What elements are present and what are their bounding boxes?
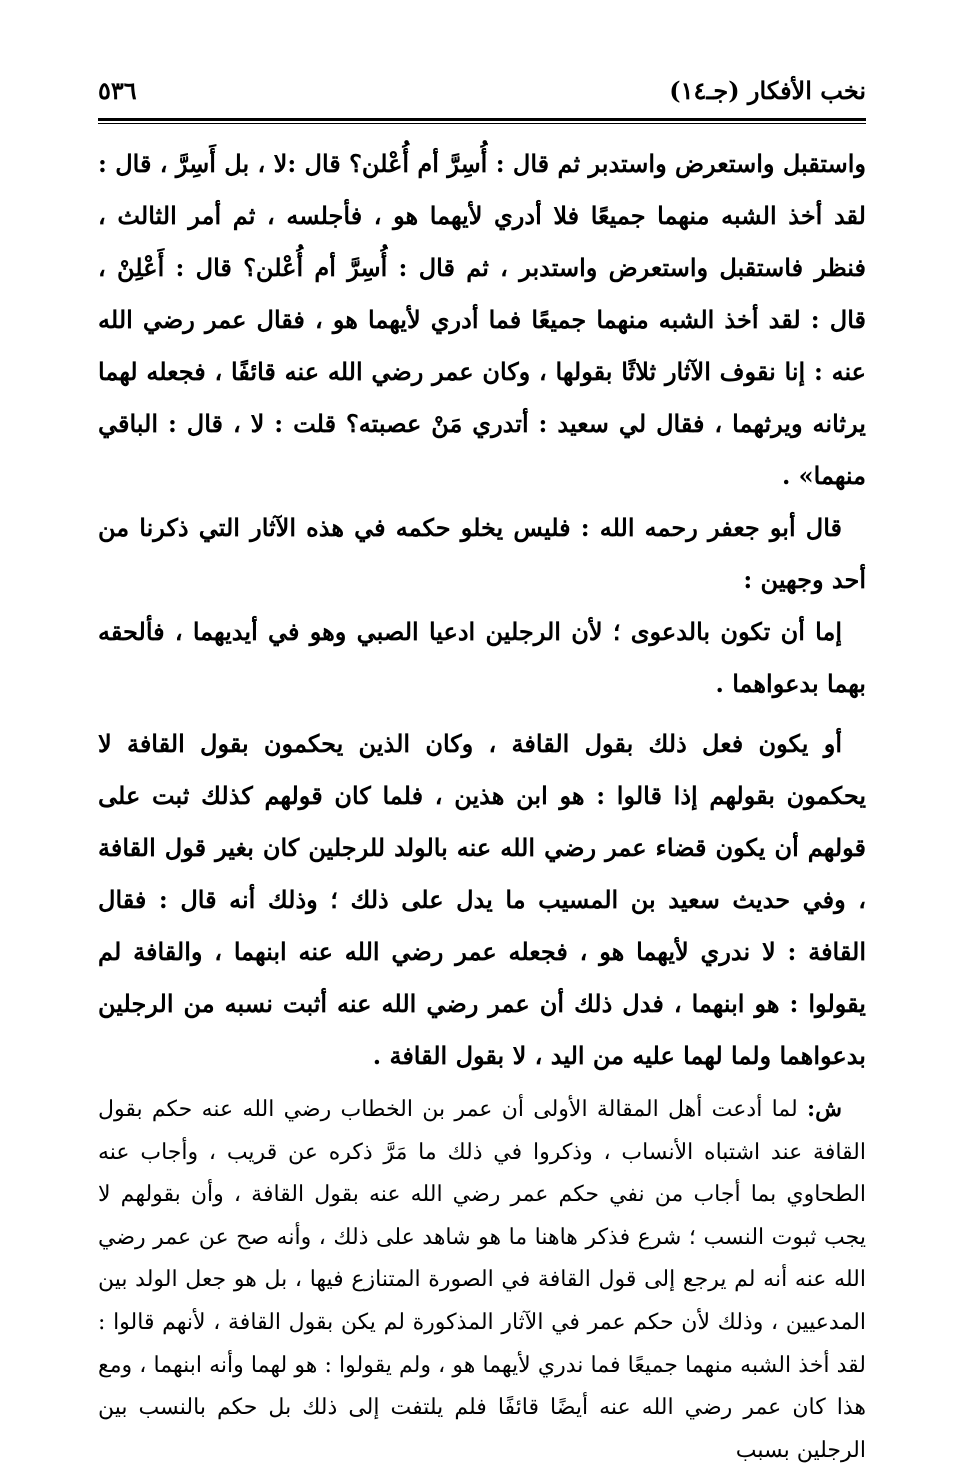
paragraph: قال أبو جعفر رحمه الله : فليس يخلو حكمه في هذه الآثار التي ذكرنا من أحد وجهين : [98, 513, 866, 594]
commentary-text: لما أدعت أهل المقالة الأولى أن عمر بن الخطاب رضي الله عنه حكم بقول القافة عند اشتباه الأنساب ، وذكروا في ذلك ما مَرَّ ذكره عن قريب ، وأجاب عنه الطحاوي بما أجاب من نفي حكم عمر رضي الله عنه بقول القافة ، وأن بقولهم لا يجب ثبوت النسب ؛ شرع فذكر هاهنا ما هو شاهد على ذلك ، وأنه صح عن عمر رضي الله عنه أنه لم يرجع إلى قول القافة في الصورة المتنازع فيها ، بل هو جعل الولد بين المدعيين ، وذلك لأن حكم عمر في الآثار المذكورة لم يكن بقول القافة ، لأنهم قالوا : لقد أخذ الشبه منهما جميعًا فما ندري لأيهما هو ، ولم يقولوا : هو لهما وأنه ابنهما ، ومع هذا كان عمر رضي الله عنه أيضًا قائفًا فلم يلتفت إلى ذلك بل حكم بالنسب بين الرجلين بسبب [98, 1097, 866, 1463]
commentary-marker: ش: [807, 1096, 842, 1122]
header-rule-thin [98, 123, 866, 124]
paragraph: أو يكون فعل ذلك بقول القافة ، وكان الذين يحكمون بقول القافة لا يحكمون بقولهم إذا قالوا : هو ابن هذين ، فلما كان قولهم كذلك ثبت على قولهم أن يكون قضاء عمر رضي الله عنه بالولد للرجلين كان بغير قول القافة ، وفي حديث سعيد بن المسيب ما يدل على ذلك ؛ وذلك أنه قال : فقال القافة : لا ندري لأيهما هو ، فجعله عمر رضي الله عنه ابنهما ، والقافة لم يقولوا : هو ابنهما ، فدل ذلك أن عمر رضي الله عنه أثبت نسبه من الرجلين بدعواهما ولما لهما عليه من اليد ، لا بقول القافة . [98, 729, 866, 1070]
paragraph: واستقبل واستعرض واستدبر ثم قال : أُسِرَّ أم أُعْلن؟ قال :لا ، بل أَسِرَّ ، قال : لقد أخذ الشبه منهما جميعًا فلا أدري لأيهما هو ، فأجلسه ، ثم أمر الثالث ، فنظر فاستقبل واستعرض واستدبر ، ثم قال : أُسِرَّ أم أُعْلن؟ قال : أَعْلِنْ ، قال : لقد أخذ الشبه منهما جميعًا فما أدري لأيهما هو ، فقال عمر رضي الله عنه : إنا نقوف الآثار ثلاثًا بقولها ، وكان عمر رضي الله عنه قائفًا ، فجعله لهما يرثانه ويرثهما ، فقال لي سعيد : أتدري مَنْ عصبته؟ قلت : لا ، قال : الباقي منهما» . [98, 149, 866, 490]
header-rule-thick [98, 118, 866, 121]
paragraph: إما أن تكون بالدعوى ؛ لأن الرجلين ادعيا الصبي وهو في أيديهما ، فألحقه بهما بدعواهما . [98, 617, 866, 698]
book-page [98, 70, 866, 1463]
page-number: ٥٣٦ [98, 75, 137, 105]
running-title: نخب الأفكار (جـ١٤) [669, 75, 866, 105]
page-body [98, 138, 866, 1472]
commentary-paragraph [98, 1088, 866, 1472]
page-header [98, 70, 866, 110]
